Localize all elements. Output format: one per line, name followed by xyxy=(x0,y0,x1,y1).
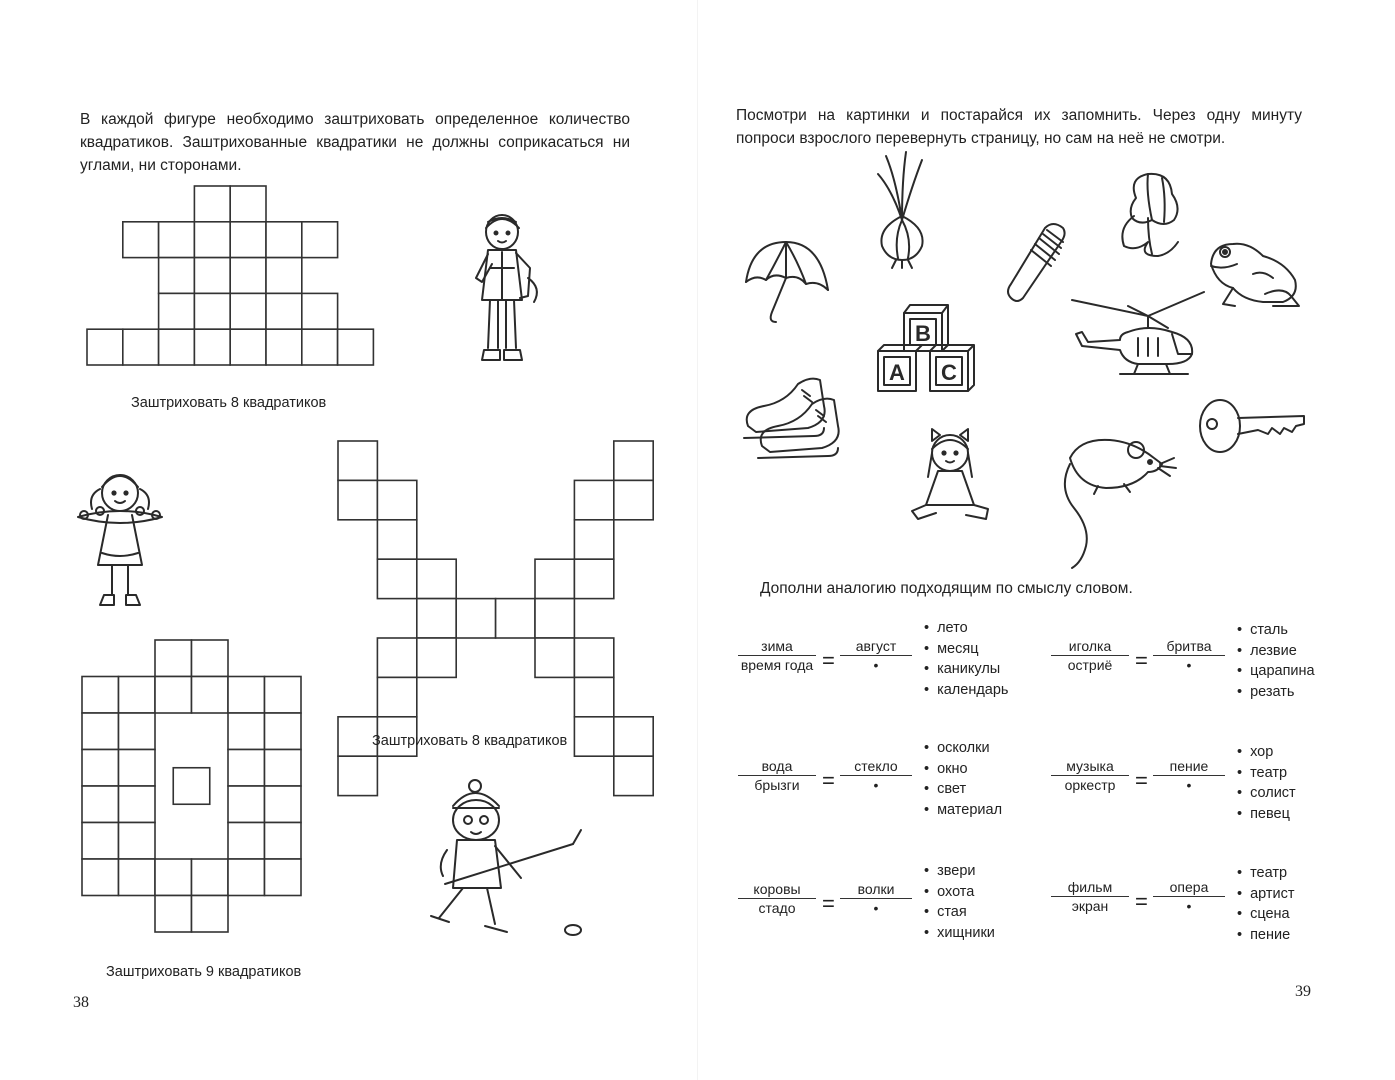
answer-option[interactable]: • театр xyxy=(1237,863,1295,884)
grid-cell[interactable] xyxy=(230,186,266,222)
analogy-given-top: коровы xyxy=(738,881,816,899)
equals-sign: = xyxy=(1135,889,1148,914)
grid-cell[interactable] xyxy=(155,677,192,714)
analogy-given-top: музыка xyxy=(1051,758,1129,776)
grid-cell[interactable] xyxy=(614,756,653,795)
analogy-answer-blank[interactable]: • xyxy=(1186,657,1192,673)
answer-option[interactable]: • солист xyxy=(1237,783,1296,804)
grid-cell[interactable] xyxy=(265,677,302,714)
grid-cell[interactable] xyxy=(265,713,302,750)
analogy-given-top: фильм xyxy=(1051,879,1129,897)
grid-caption-2: Заштриховать 8 квадратиков xyxy=(372,733,568,749)
analogy-given-bottom: остриё xyxy=(1067,657,1113,673)
grid-cell[interactable] xyxy=(119,823,156,860)
analogy-known-word: август xyxy=(840,638,912,656)
answer-option[interactable]: • сцена xyxy=(1237,904,1295,925)
grid-cell[interactable] xyxy=(574,559,613,598)
answer-option[interactable]: • хор xyxy=(1237,742,1296,763)
grid-cell[interactable] xyxy=(614,480,653,519)
grid-cell[interactable] xyxy=(302,222,338,258)
answer-options-list xyxy=(1237,863,1295,945)
answer-option[interactable]: • лезвие xyxy=(1237,641,1315,662)
grid-cell[interactable] xyxy=(377,677,416,716)
grid-cell[interactable] xyxy=(228,786,265,823)
analogy-target-fraction xyxy=(1153,758,1225,793)
answer-option[interactable]: • стая xyxy=(924,902,995,923)
answer-option[interactable]: • осколки xyxy=(924,738,1002,759)
analogy-item xyxy=(738,863,1038,981)
grid-cell[interactable] xyxy=(266,329,302,365)
grid-cell[interactable] xyxy=(82,786,119,823)
grid-cell[interactable] xyxy=(228,677,265,714)
grid-cell[interactable] xyxy=(265,823,302,860)
grid-cell[interactable] xyxy=(159,222,195,258)
helicopter-icon xyxy=(1068,288,1208,388)
page-number-right: 39 xyxy=(1295,983,1311,1000)
grid-cell[interactable] xyxy=(574,638,613,677)
grid-cell[interactable] xyxy=(82,713,119,750)
answer-option[interactable]: • певец xyxy=(1237,804,1296,825)
grid-cell[interactable] xyxy=(119,786,156,823)
analogy-given-bottom: стадо xyxy=(758,900,796,916)
grid-cell[interactable] xyxy=(535,559,574,598)
analogy-given-fraction xyxy=(1051,758,1129,793)
block-letter-a: A xyxy=(889,360,905,385)
analogy-target-fraction xyxy=(840,638,912,673)
grid-cell[interactable] xyxy=(119,750,156,787)
comb-icon xyxy=(1001,220,1071,304)
answer-option[interactable]: • свет xyxy=(924,779,1002,800)
grid-cell[interactable] xyxy=(192,896,229,933)
analogy-given-bottom: оркестр xyxy=(1064,777,1116,793)
grid-cell[interactable] xyxy=(82,750,119,787)
analogy-known-word: опера xyxy=(1153,879,1225,897)
grid-cell[interactable] xyxy=(159,293,195,329)
answer-option[interactable]: • звери xyxy=(924,861,995,882)
grid-cell[interactable] xyxy=(123,222,159,258)
answer-option[interactable]: • окно xyxy=(924,759,1002,780)
analogy-given-fraction xyxy=(738,758,816,793)
grid-figure-1[interactable] xyxy=(87,186,373,365)
grid-cell[interactable] xyxy=(338,480,377,519)
analogy-answer-blank[interactable]: • xyxy=(1186,898,1192,914)
grid-cell[interactable] xyxy=(192,640,229,677)
answer-option[interactable]: • царапина xyxy=(1237,661,1315,682)
grid-cell[interactable] xyxy=(496,599,535,638)
analogy-answer-blank[interactable]: • xyxy=(873,657,879,673)
grid-cell[interactable] xyxy=(230,293,266,329)
grid-cell[interactable] xyxy=(119,713,156,750)
grid-cell[interactable] xyxy=(417,638,456,677)
grid-cell[interactable] xyxy=(192,859,229,896)
analogy-item xyxy=(1051,744,1351,858)
analogy-item xyxy=(1051,622,1351,738)
block-letter-b: B xyxy=(915,321,931,346)
abc-blocks-icon xyxy=(874,303,984,395)
grid-cell[interactable] xyxy=(194,258,230,294)
answer-option[interactable]: • театр xyxy=(1237,763,1296,784)
analogy-target-fraction xyxy=(840,758,912,793)
ice-skates-icon xyxy=(738,366,848,476)
memory-task-instruction: Посмотри на картинки и постарайся их запомнить. Через одну минуту попроси взрослого перевернуть страницу, но сам на неё не смотри. xyxy=(736,107,1302,147)
grid-cell[interactable] xyxy=(574,677,613,716)
answer-options-list xyxy=(1237,620,1315,702)
umbrella-icon xyxy=(742,238,832,328)
analogy-given-top: вода xyxy=(738,758,816,776)
analogy-task-instruction: Дополни аналогию подходящим по смыслу словом. xyxy=(760,580,1133,597)
grid-cell[interactable] xyxy=(192,677,229,714)
analogy-known-word: пение xyxy=(1153,758,1225,776)
grid-cell[interactable] xyxy=(377,480,416,519)
analogy-target-fraction xyxy=(840,881,912,916)
grid-cell[interactable] xyxy=(82,677,119,714)
grid-cell[interactable] xyxy=(338,329,374,365)
grid-cell[interactable] xyxy=(266,222,302,258)
analogy-given-fraction xyxy=(1051,638,1129,673)
answer-option[interactable]: • месяц xyxy=(924,639,1008,660)
block-letter-c: C xyxy=(941,360,957,385)
grid-cell[interactable] xyxy=(159,329,195,365)
grid-cell[interactable] xyxy=(265,859,302,896)
analogy-item xyxy=(738,740,1038,858)
girl-with-backpack-illustration xyxy=(462,208,547,378)
grid-cell[interactable] xyxy=(230,329,266,365)
right-page xyxy=(698,0,1395,1080)
grid-cell[interactable] xyxy=(574,717,613,756)
answer-option[interactable]: • материал xyxy=(924,800,1002,821)
left-page xyxy=(0,0,697,1080)
bell-flower-icon xyxy=(1108,168,1188,260)
sitting-doll-icon xyxy=(906,425,996,525)
page-number-left: 38 xyxy=(73,994,89,1011)
answer-option[interactable]: • лето xyxy=(924,618,1008,639)
mouse-icon xyxy=(1058,428,1178,573)
frog-icon xyxy=(1203,234,1303,314)
analogy-given-fraction xyxy=(738,638,816,673)
answer-option[interactable]: • календарь xyxy=(924,680,1008,701)
analogy-known-word: бритва xyxy=(1153,638,1225,656)
grid-cell[interactable] xyxy=(194,293,230,329)
equals-sign: = xyxy=(1135,648,1148,673)
grid-cell[interactable] xyxy=(338,756,377,795)
grid-cell[interactable] xyxy=(228,823,265,860)
grid-cell[interactable] xyxy=(574,520,613,559)
analogy-item xyxy=(738,620,1038,738)
grid-figure-3[interactable] xyxy=(82,640,301,932)
grid-cell[interactable] xyxy=(82,823,119,860)
grid-cell[interactable] xyxy=(155,640,192,677)
analogy-known-word: стекло xyxy=(840,758,912,776)
analogy-answer-blank[interactable]: • xyxy=(873,900,879,916)
grid-cell[interactable] xyxy=(417,559,456,598)
analogy-item xyxy=(1051,865,1351,979)
answer-option[interactable]: • пение xyxy=(1237,925,1295,946)
grid-cell[interactable] xyxy=(194,329,230,365)
grid-cell[interactable] xyxy=(230,258,266,294)
grid-cell[interactable] xyxy=(194,222,230,258)
grid-cell[interactable] xyxy=(155,859,192,896)
analogy-target-fraction xyxy=(1153,638,1225,673)
grid-caption-3: Заштриховать 9 квадратиков xyxy=(106,964,302,980)
analogy-target-fraction xyxy=(1153,879,1225,914)
analogy-given-bottom: экран xyxy=(1071,898,1109,914)
grid-cell[interactable] xyxy=(266,258,302,294)
grid-cell[interactable] xyxy=(123,329,159,365)
grid-cell[interactable] xyxy=(119,859,156,896)
doll-with-garland-illustration xyxy=(70,465,170,615)
answer-option[interactable]: • резать xyxy=(1237,682,1315,703)
analogy-given-fraction xyxy=(1051,879,1129,914)
analogy-known-word: волки xyxy=(840,881,912,899)
grid-cell[interactable] xyxy=(266,293,302,329)
grid-cell[interactable] xyxy=(228,750,265,787)
grid-cell[interactable] xyxy=(614,717,653,756)
grid-cell[interactable] xyxy=(574,480,613,519)
answer-option[interactable]: • каникулы xyxy=(924,659,1008,680)
answer-options-list xyxy=(924,618,1008,700)
grid-cell[interactable] xyxy=(228,713,265,750)
grid-cell[interactable] xyxy=(159,258,195,294)
grid-cell[interactable] xyxy=(87,329,123,365)
grid-cell[interactable] xyxy=(265,750,302,787)
grid-cell[interactable] xyxy=(302,329,338,365)
grid-cell[interactable] xyxy=(377,520,416,559)
answer-options-list xyxy=(924,738,1002,820)
key-icon xyxy=(1196,392,1308,458)
grid-cell[interactable] xyxy=(456,599,495,638)
boy-hockey-player-illustration xyxy=(425,780,585,945)
equals-sign: = xyxy=(822,891,835,916)
grid-cell[interactable] xyxy=(230,222,266,258)
grid-caption-1: Заштриховать 8 квадратиков xyxy=(131,395,327,411)
answer-option[interactable]: • охота xyxy=(924,882,995,903)
equals-sign: = xyxy=(822,768,835,793)
equals-sign: = xyxy=(1135,768,1148,793)
grid-cell[interactable] xyxy=(194,186,230,222)
equals-sign: = xyxy=(822,648,835,673)
answer-options-list xyxy=(924,861,995,943)
grid-cell[interactable] xyxy=(119,677,156,714)
grid-cell[interactable] xyxy=(377,559,416,598)
grid-cell[interactable] xyxy=(338,441,377,480)
grid-cell[interactable] xyxy=(173,768,210,805)
grid-cell[interactable] xyxy=(228,859,265,896)
analogy-answer-blank[interactable]: • xyxy=(873,777,879,793)
grid-cell[interactable] xyxy=(155,896,192,933)
grid-cell[interactable] xyxy=(535,638,574,677)
answer-options-list xyxy=(1237,742,1296,824)
grid-cell[interactable] xyxy=(302,293,338,329)
grid-cell[interactable] xyxy=(377,638,416,677)
grid-cell[interactable] xyxy=(82,859,119,896)
answer-option[interactable]: • сталь xyxy=(1237,620,1315,641)
onion-icon xyxy=(872,150,932,270)
grid-cell[interactable] xyxy=(265,786,302,823)
analogy-given-bottom: брызги xyxy=(754,777,800,793)
analogy-given-bottom: время года xyxy=(740,657,814,673)
analogy-given-fraction xyxy=(738,881,816,916)
grid-cell[interactable] xyxy=(535,599,574,638)
analogy-given-top: зима xyxy=(738,638,816,656)
grid-cell[interactable] xyxy=(417,599,456,638)
analogy-answer-blank[interactable]: • xyxy=(1186,777,1192,793)
grid-task-instruction: В каждой фигуре необходимо заштриховать определенное количество квадратиков. Заштрихованные квадратики не должны соприкасаться ни углами, ни сторонами. xyxy=(80,111,630,174)
analogy-given-top: иголка xyxy=(1051,638,1129,656)
grid-cell[interactable] xyxy=(614,441,653,480)
answer-option[interactable]: • хищники xyxy=(924,923,995,944)
answer-option[interactable]: • артист xyxy=(1237,884,1295,905)
